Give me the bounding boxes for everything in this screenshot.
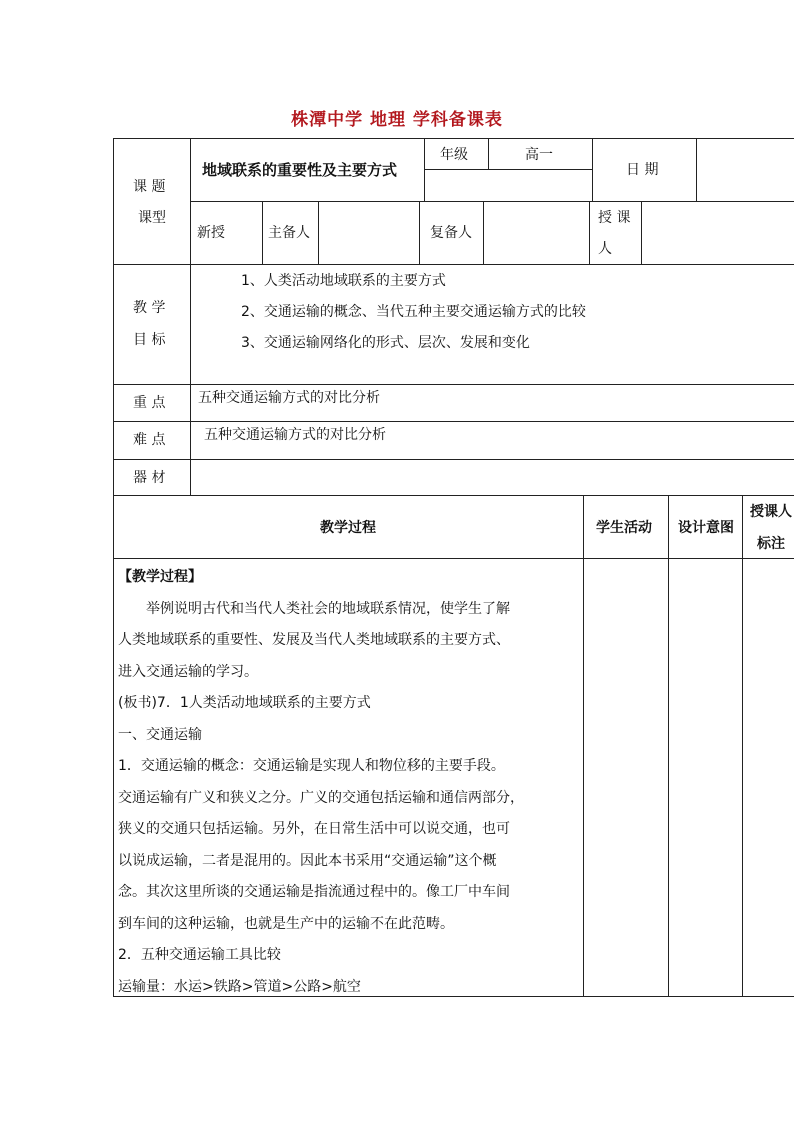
goal-item: 3、交通运输网络化的形式、层次、发展和变化 bbox=[241, 335, 530, 351]
col-line bbox=[641, 201, 642, 264]
teacher-label: 授 课 bbox=[598, 210, 631, 226]
body-line: 1．交通运输的概念：交通运输是实现人和物位移的主要手段。 bbox=[118, 758, 505, 774]
col-line bbox=[190, 138, 191, 495]
teacher-note-header-2: 标注 bbox=[757, 536, 785, 552]
body-line: (板书)7．1人类活动地域联系的主要方式 bbox=[118, 695, 371, 711]
row-line bbox=[424, 169, 592, 170]
body-line: 2．五种交通运输工具比较 bbox=[118, 947, 281, 963]
body-line: 举例说明古代和当代人类社会的地域联系情况，使学生了解 bbox=[146, 600, 510, 617]
col-line bbox=[589, 201, 590, 264]
row-line bbox=[113, 459, 794, 460]
row-line bbox=[113, 138, 794, 139]
page-title: 株潭中学 地理 学科备课表 bbox=[291, 110, 503, 130]
teacher-label-2: 人 bbox=[598, 241, 612, 257]
grade-label: 年级 bbox=[440, 147, 468, 163]
lesson-type-value: 新授 bbox=[197, 225, 225, 241]
col-line bbox=[318, 201, 319, 264]
col-line bbox=[483, 201, 484, 264]
design-intent-header: 设计意图 bbox=[678, 520, 734, 536]
equipment-label: 器 材 bbox=[133, 470, 166, 486]
process-body bbox=[118, 562, 580, 1003]
col-line bbox=[696, 138, 697, 201]
difficulty-label: 难 点 bbox=[133, 432, 166, 448]
teacher-note-header: 授课人 bbox=[750, 504, 792, 520]
body-line: 念。其次这里所谈的交通运输是指流通过程中的。像工厂中车间 bbox=[118, 884, 510, 900]
goal-item: 2、交通运输的概念、当代五种主要交通运输方式的比较 bbox=[241, 304, 586, 320]
label-ketype: 课型 bbox=[138, 210, 166, 226]
key-point-value: 五种交通运输方式的对比分析 bbox=[198, 390, 380, 406]
body-line: 运输量：水运>铁路>管道>公路>航空 bbox=[118, 978, 361, 995]
goals-label: 教 学 bbox=[133, 300, 166, 316]
col-line bbox=[583, 495, 584, 996]
col-line bbox=[419, 201, 420, 264]
student-activity-header: 学生活动 bbox=[596, 520, 652, 536]
col-line bbox=[113, 138, 114, 996]
main-prep-label: 主备人 bbox=[268, 225, 310, 241]
row-line bbox=[190, 201, 794, 202]
goals-label-2: 目 标 bbox=[133, 332, 166, 348]
body-line: 以说成运输，二者是混用的。因此本书采用“交通运输”这个概 bbox=[118, 852, 497, 869]
row-line bbox=[113, 264, 794, 265]
body-line: 交通运输有广义和狭义之分。广义的交通包括运输和通信两部分， bbox=[118, 789, 524, 806]
difficulty-value: 五种交通运输方式的对比分析 bbox=[204, 427, 386, 443]
col-line bbox=[262, 201, 263, 264]
col-line bbox=[592, 138, 593, 201]
process-heading: 【教学过程】 bbox=[118, 569, 202, 585]
row-line bbox=[113, 495, 794, 496]
label-ketitle: 课 题 bbox=[133, 179, 166, 195]
body-line: 狭义的交通只包括运输。另外，在日常生活中可以说交通，也可 bbox=[118, 821, 510, 837]
key-point-label: 重 点 bbox=[133, 395, 166, 411]
row-line bbox=[113, 421, 794, 422]
body-line: 到车间的这种运输，也就是生产中的运输不在此范畴。 bbox=[118, 915, 454, 932]
col-line bbox=[668, 495, 669, 996]
body-line: 人类地域联系的重要性、发展及当代人类地域联系的主要方式、 bbox=[118, 632, 510, 648]
body-line: 进入交通运输的学习。 bbox=[118, 663, 258, 680]
goal-item: 1、人类活动地域联系的主要方式 bbox=[241, 273, 446, 289]
date-label: 日 期 bbox=[626, 162, 659, 178]
lesson-topic: 地域联系的重要性及主要方式 bbox=[202, 161, 398, 179]
grade-value: 高一 bbox=[525, 147, 553, 163]
re-prep-label: 复备人 bbox=[430, 225, 472, 241]
row-line bbox=[113, 558, 794, 559]
col-line bbox=[742, 495, 743, 996]
col-line bbox=[424, 138, 425, 201]
process-header: 教学过程 bbox=[320, 520, 376, 536]
row-line bbox=[113, 384, 794, 385]
body-line: 一、交通运输 bbox=[118, 726, 202, 743]
col-line bbox=[488, 138, 489, 170]
